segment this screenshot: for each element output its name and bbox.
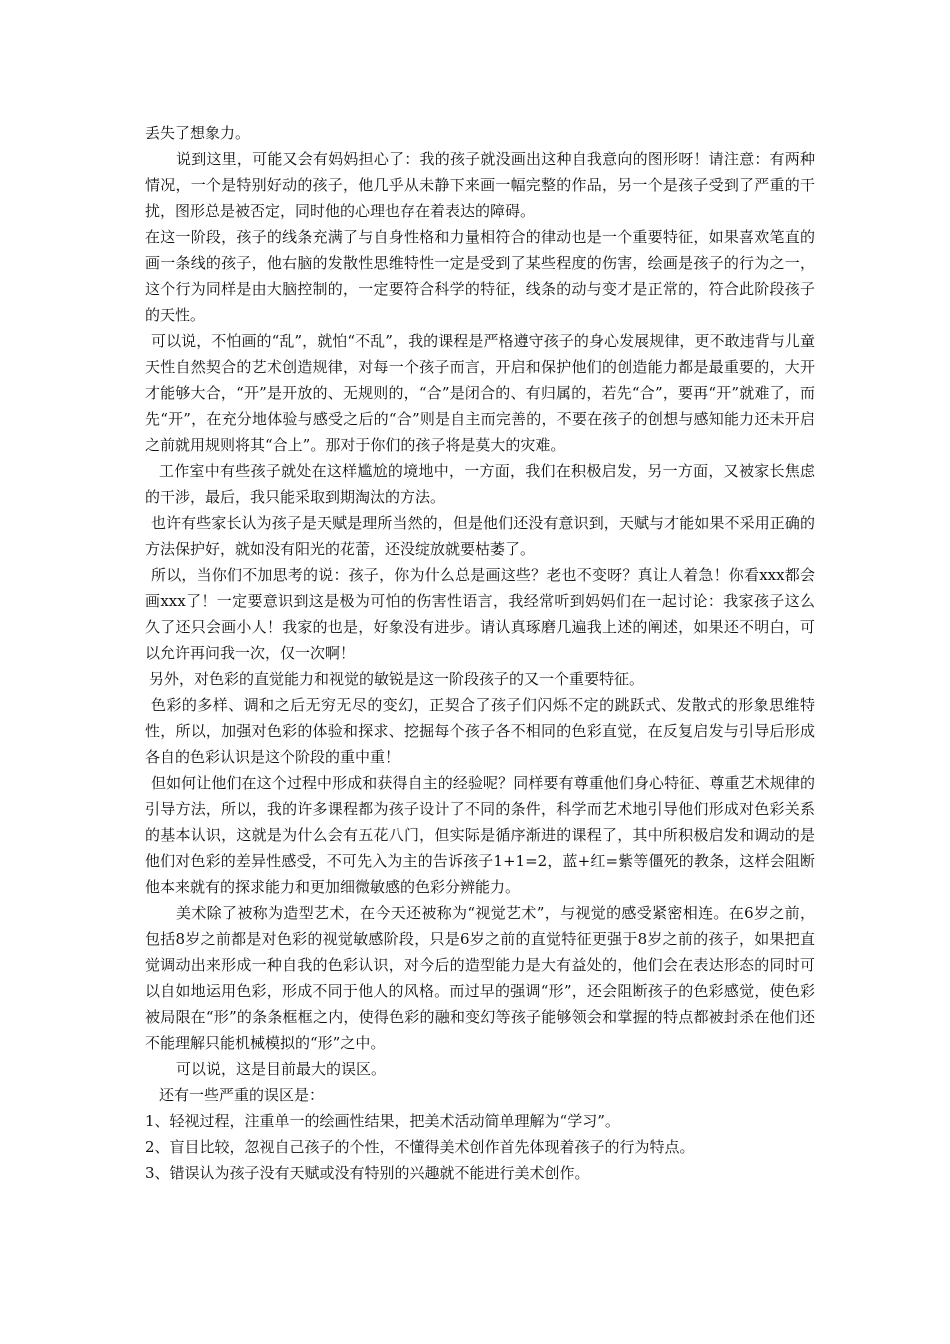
paragraph: 美术除了被称为造型艺术，在今天还被称为“视觉艺术”，与视觉的感受紧密相连。在6岁之前，包括8岁之前都是对色彩的视觉敏感阶段，只是6岁之前的直觉特征更强于8岁之前的孩子，如果把直觉调动出来形成一种自我的色彩认识，对今后的造型能力是大有益处的，他们会在表达形态的同时可以自如地运用色彩，形成不同于他人的风格。而过早的强调“形”，还会阻断孩子的色彩感觉，使色彩被局限在“形”的条条框框之内，使得色彩的融和变幻等孩子能够领会和掌握的特点都被封杀在他们还不能理解只能机械模拟的“形”之中。 <box>145 904 815 1052</box>
document-body <box>145 120 815 1186</box>
paragraph: 但如何让他们在这个过程中形成和获得自主的经验呢？同样要有尊重他们身心特征、尊重艺术规律的引导方法，所以，我的许多课程都为孩子设计了不同的条件，科学而艺术地引导他们形成对色彩关系的基本认识，这就是为什么会有五花八门，但实际是循序渐进的课程了，其中所积极启发和调动的是他们对色彩的差异性感受，不可先入为主的告诉孩子1+1=2，蓝+红=紫等僵死的教条，这样会阻断他本来就有的探求能力和更加细微敏感的色彩分辨能力。 <box>145 774 815 896</box>
list-item: 1、轻视过程，注重单一的绘画性结果，把美术活动简单理解为“学习”。 <box>145 1112 620 1130</box>
paragraph: 说到这里，可能又会有妈妈担心了：我的孩子就没画出这种自我意向的图形呀！请注意：有两种情况，一个是特别好动的孩子，他几乎从未静下来画一幅完整的作品，另一个是孩子受到了严重的干扰，图形总是被否定，同时他的心理也存在着表达的障碍。 <box>145 150 815 220</box>
paragraph: 工作室中有些孩子就处在这样尴尬的境地中，一方面，我们在积极启发，另一方面，又被家长焦虑的干涉，最后，我只能采取到期淘汰的方法。 <box>145 462 815 506</box>
paragraph: 可以说，不怕画的“乱”，就怕“不乱”，我的课程是严格遵守孩子的身心发展规律，更不敢违背与儿童天性自然契合的艺术创造规律，对每一个孩子而言，开启和保护他们的创造能力都是最重要的，大开才能够大合，“开”是开放的、无规则的，“合”是闭合的、有归属的，若先“合”，要再“开”就难了，而先“开”，在充分地体验与感受之后的“合”则是自主而完善的，不要在孩子的创想与感知能力还未开启之前就用规则将其“合上”。那对于你们的孩子将是莫大的灾难。 <box>145 332 815 454</box>
paragraph: 所以，当你们不加思考的说：孩子，你为什么总是画这些？老也不变呀？真让人着急！你看xxx都会画xxx了！一定要意识到这是极为可怕的伤害性语言，我经常听到妈妈们在一起讨论：我家孩子这么久了还只会画小人！我家的也是，好象没有进步。请认真琢磨几遍我上述的阐述，如果还不明白，可以允许再问我一次，仅一次啊！ <box>145 566 815 662</box>
paragraph: 另外，对色彩的直觉能力和视觉的敏锐是这一阶段孩子的又一个重要特征。 <box>149 670 645 688</box>
paragraph: 在这一阶段，孩子的线条充满了与自身性格和力量相符合的律动也是一个重要特征，如果喜欢笔直的画一条线的孩子，他右脑的发散性思维特性一定是受到了某些程度的伤害，绘画是孩子的行为之一，这个行为同样是由大脑控制的，一定要符合科学的特征，线条的动与变才是正常的，符合此阶段孩子的天性。 <box>145 228 815 324</box>
paragraph: 色彩的多样、调和之后无穷无尽的变幻，正契合了孩子们闪烁不定的跳跃式、发散式的形象思维特性，所以，加强对色彩的体验和探求、挖掘每个孩子各不相同的色彩直觉，在反复启发与引导后形成各自的色彩认识是这个阶段的重中重！ <box>145 696 815 766</box>
paragraph: 还有一些严重的误区是： <box>159 1086 325 1104</box>
list-item: 3、错误认为孩子没有天赋或没有特别的兴趣就不能进行美术创作。 <box>145 1164 590 1182</box>
paragraph: 可以说，这是目前最大的误区。 <box>176 1060 387 1078</box>
list-item: 2、盲目比较，忽视自己孩子的个性，不懂得美术创作首先体现着孩子的行为特点。 <box>145 1138 695 1156</box>
paragraph: 也许有些家长认为孩子是天赋是理所当然的，但是他们还没有意识到，天赋与才能如果不采用正确的方法保护好，就如没有阳光的花蕾，还没绽放就要枯萎了。 <box>145 514 815 558</box>
paragraph: 丢失了想象力。 <box>145 124 251 142</box>
